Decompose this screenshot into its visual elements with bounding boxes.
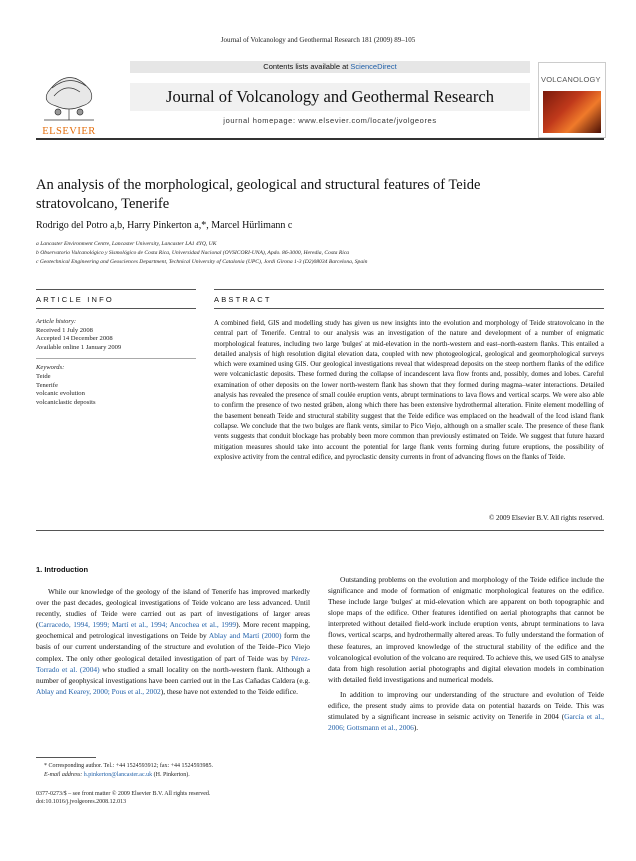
intro-heading: 1. Introduction [36, 565, 89, 574]
corresponding-author: * Corresponding author. Tel.: +44 1524593912; fax: +44 1524593985. [44, 763, 214, 769]
abstract-bottom-rule [36, 530, 604, 531]
journal-homepage[interactable]: journal homepage: www.elsevier.com/locate/jvolgeores [223, 116, 437, 125]
reference-link[interactable]: Carracedo, 1994, 1999; Martí et al., 1994; Ancochea et al., 1999 [38, 620, 237, 630]
intro-column-2 [328, 574, 604, 733]
reference-link[interactable]: Ablay and Kearey, 2000; Pous et al., 2002 [36, 686, 161, 696]
article-authors: Rodrigo del Potro a,b, Harry Pinkerton a,*, Marcel Hürlimann c [36, 220, 293, 231]
journal-citation: Journal of Volcanology and Geothermal Research 181 (2009) 89–105 [220, 36, 416, 44]
article-info-heading: ARTICLE INFO [36, 295, 114, 304]
issn-line: 0377-0273/$ – see front matter © 2009 Elsevier B.V. All rights reserved. [36, 791, 211, 797]
affiliation-a: a Lancaster Environment Centre, Lancaster University, Lancaster LA1 4YQ, UK [36, 241, 217, 247]
affiliations [36, 240, 596, 267]
info-top-rule [36, 289, 196, 290]
elsevier-logo[interactable] [36, 62, 102, 137]
intro-text: ). [413, 723, 419, 733]
footnote-rule [36, 757, 96, 758]
abstract-text: A combined field, GIS and modelling study has given us new insights into the evolution and morphology of Teide stratovolcano in the central part of Tenerife. Central to our analysis was an investigation of the nature and development of a number of enigmatic morphological features, including two large 'bulges' at mid-elevation in the north-western and east–north-eastern flanks. This entailed a detailed analysis of high resolution digital elevation data, coupled with new photogeological, geological and geomorphological surveys which were examined using GIS. Our geological investigations reveal that widespread deposits on the steep northern flanks of the edifice were volcaniclastic deposits. These formed during the collapse of incandescent lava flow fronts and, possibly, domes and lobes. Careful examination of other deposits on the lower north-western flank has shown that they formed during magma–water interactions. Detailed analysis has revealed the presence of small coulée eruption vents, abrupt terminations to lava flows and vertical scarps. We were also able to confirm the presence of two nested gräben, along which there has been extensive hydrothermal alteration. Finite element modelling of the basement beneath Teide and structural stability suggest that the Teide edifice was emplaced on the headwall of the Icod island flank collapse. We conclude that the two bulges are flank vents, similar to Pico Viejo, although on a smaller scale. The presence of these flank vents suggests that conduit blockage has probably been more common than previously estimated on Teide. We suggest that future hazard mitigation measures should take into account the potential for large flank vents forming during future eruptions, the possibility of explosive activity from the central edifice, and pyroclastic density currents in front of advancing flows on the flanks of Teide. [214, 319, 604, 461]
info-mid-rule [36, 308, 196, 309]
intro-column-1 [36, 586, 310, 697]
cover-image [543, 91, 601, 133]
keyword-item: Tenerife [36, 381, 58, 389]
reference-link[interactable]: Pérez-Torrado et al. (2004) [36, 653, 310, 674]
abstract-top-rule [214, 289, 604, 290]
abstract-copyright: © 2009 Elsevier B.V. All rights reserved. [488, 514, 604, 522]
front-matter-note [36, 790, 336, 806]
cover-title: VOLCANOLOGY [541, 75, 601, 84]
email-suffix: (H. Pinkerton). [153, 771, 190, 778]
history-received: Received 1 July 2008 [36, 326, 93, 334]
reference-link[interactable]: Ablay and Martí (2000) [208, 631, 282, 641]
info-keyword-rule [36, 358, 196, 359]
contents-available [130, 61, 530, 73]
intro-text: In addition to improving our understanding of the structure and evolution of Teide edifice, the present study aims to provide data on potential hazards on Teide. This was stimulated by a significant increase in seismic activity on Tenerife in 2004 ( [328, 689, 604, 722]
journal-header [130, 61, 530, 135]
intro-text: who studied a small locality on the north-western flank. Although a number of geophysical investigations have been carried out in the Las Cañadas Caldera (e.g. [36, 664, 310, 685]
history-label: Article history: [36, 318, 77, 325]
contents-prefix: Contents lists available at [263, 62, 349, 71]
header-divider [36, 138, 604, 140]
sciencedirect-link[interactable]: ScienceDirect [350, 62, 397, 71]
intro-paragraph: Outstanding problems on the evolution and morphology of the Teide edifice include the significance and mode of formation of enigmatic morphological features on the edifice. These include large 'bulges' at mid-elevation which are apparent on both topographic and slope maps of the edifice. Other features identified on aerial photographs that cannot be interpreted without detailed field-work include eruption vents, abrupt terminations to lava flows, vertical scarps, and hydrothermally altered areas. To fully understand the formation of these features, an improved knowledge of the structural stability of the edifice and the volcanological evolution of the volcano are required. To achieve this, we used GIS to analyse data from high resolution aerial photographs and digital elevation models in combination with detailed field investigations and numerical models. [328, 575, 604, 684]
article-info [36, 318, 196, 407]
email-label: E-mail address: [44, 771, 83, 778]
reference-link[interactable]: García et al., 2006; Gottsmann et al., 2006 [328, 712, 604, 733]
keyword-item: Teide [36, 372, 51, 380]
intro-text: ), these have not extended to the Teide edifice. [160, 686, 298, 696]
elsevier-wordmark: ELSEVIER [42, 126, 96, 137]
history-accepted: Accepted 14 December 2008 [36, 335, 113, 343]
abstract-heading: ABSTRACT [214, 295, 272, 304]
affiliation-c: c Geotechnical Engineering and Geosciences Department, Technical University of Catalonia (UPC), Jordi Girona 1-3 (D2)08034 Barcelona, Spain [36, 259, 368, 265]
intro-text: While our knowledge of the geology of the island of Tenerife has improved markedly over the past decades, geological investigations of Teide volcano are less advanced. Until recently, studies of Teide were carried out as part of investigations of larger areas ( [36, 587, 310, 630]
elsevier-tree-icon [36, 62, 102, 122]
abstract-mid-rule [214, 308, 604, 309]
doi-link[interactable]: doi:10.1016/j.jvolgeores.2008.12.013 [36, 799, 127, 806]
affiliation-b: b Observatorio Vulcanológico y Sismológico de Costa Rica, Universidad Nacional (OVSICORI-UNA), Apdo. 86-3000, Heredia, Costa Rica [36, 250, 350, 256]
keyword-item: volcanic evolution [36, 390, 85, 398]
keyword-item: volcaniclastic deposits [36, 398, 96, 406]
intro-text: ). More recent mapping, geochemical and petrological investigations on Teide by [36, 620, 310, 641]
email-link[interactable]: h.pinkerton@lancaster.ac.uk [83, 771, 153, 778]
corresponding-footnote [36, 762, 316, 779]
intro-text: form the basis of our current understanding of the structure and evolution of the Teide–Pico Viejo complex. The only other geological detailed investigation of part of Teide was by [36, 631, 310, 663]
article-title: An analysis of the morphological, geological and structural features of Teide stratovolcano, Tenerife [36, 177, 481, 212]
journal-cover[interactable] [538, 62, 606, 138]
history-online: Available online 1 January 2009 [36, 343, 122, 351]
journal-title: Journal of Volcanology and Geothermal Research [130, 83, 530, 111]
intro-paragraph [36, 586, 310, 697]
keywords-label: Keywords: [36, 364, 65, 372]
email-line [36, 771, 316, 780]
intro-paragraph [328, 689, 604, 733]
